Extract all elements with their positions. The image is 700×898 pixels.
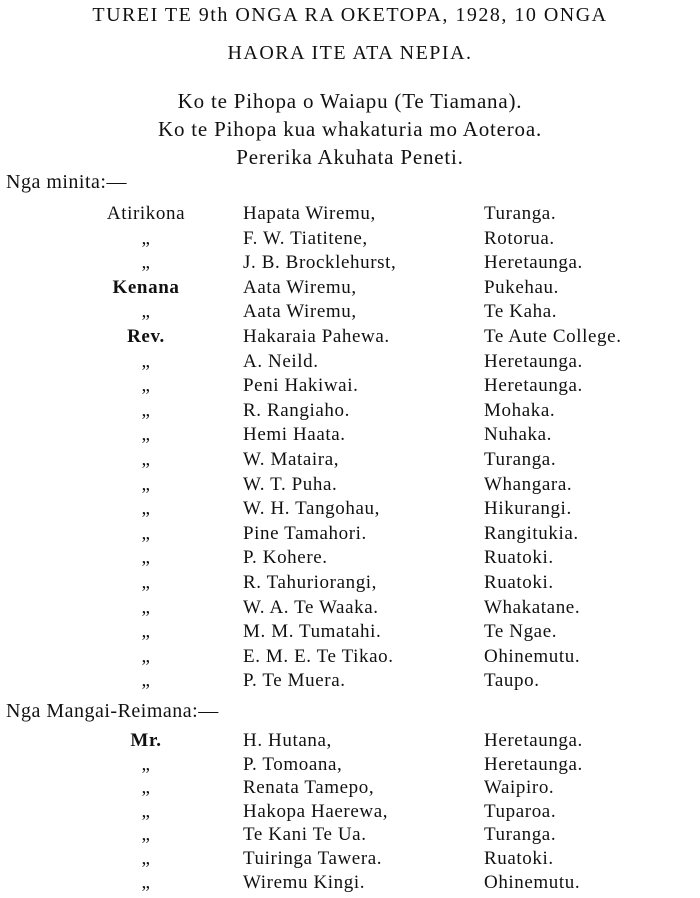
table-row [0,621,700,646]
row-name: F. W. Tiatitene, [243,227,368,249]
row-place: Nuhaka. [484,424,553,446]
row-place: Mohaka. [484,399,556,421]
row-name: Peni Hakiwai. [243,375,359,397]
row-place: Whakatane. [484,596,581,618]
row-name: Hapata Wiremu, [243,203,376,224]
row-place: Whangara. [484,473,573,495]
row-title: „ [141,350,151,372]
row-name: P. Kohere. [243,547,328,569]
row-place: Heretaunga. [484,350,583,372]
row-title: „ [141,227,151,249]
row-place: Heretaunga. [484,730,583,751]
row-place: Te Aute College. [484,326,622,347]
row-name: Te Kani Te Ua. [243,824,367,846]
ministers-heading: Nga minita:— [6,171,127,193]
row-title: Mr. [130,730,162,751]
row-title: „ [141,572,151,593]
table-row [0,848,700,873]
table-row [0,424,700,449]
row-place: Turanga. [484,449,557,470]
row-place: Heretaunga. [484,753,583,775]
row-name: Renata Tamepo, [243,777,375,799]
table-row [0,449,700,474]
row-place: Ohinemutu. [484,645,581,667]
table-row [0,351,700,376]
table-row [0,646,700,671]
row-name: P. Te Muera. [243,670,346,692]
row-title: „ [141,824,151,846]
row-place: Hikurangi. [484,498,572,520]
row-title: „ [141,777,151,799]
table-row [0,754,700,779]
row-place: Heretaunga. [484,252,583,274]
table-row [0,801,700,826]
row-title: Rev. [127,326,165,347]
row-place: Heretaunga. [484,375,583,397]
row-place: Ohinemutu. [484,871,581,893]
row-title: „ [141,473,151,495]
table-row [0,824,700,849]
row-name: R. Rangiaho. [243,399,350,421]
row-name: W. A. Te Waaka. [243,596,379,618]
row-title: „ [141,424,151,446]
row-name: Aata Wiremu, [243,301,357,323]
row-title: Atirikona [106,203,186,224]
row-place: Turanga. [484,824,557,846]
table-row [0,498,700,523]
row-name: Wiremu Kingi. [243,871,366,893]
bishop-line-3: Pererika Akuhata Peneti. [236,145,464,169]
row-title: „ [141,522,151,544]
laymen-heading: Nga Mangai-Reimana:— [6,700,219,722]
row-place: Ruatoki. [484,848,554,869]
row-place: Pukehau. [484,276,559,298]
row-name: W. Mataira, [243,449,340,470]
table-row [0,597,700,622]
table-row [0,252,700,277]
row-title: „ [141,871,151,893]
row-name: H. Hutana, [243,730,332,751]
row-title: „ [141,399,151,421]
header-line-1: TUREI TE 9th ONGA RA OKETOPA, 1928, 10 ONGA [92,4,608,26]
row-title: „ [141,498,151,520]
row-place: Rangitukia. [484,522,579,544]
header-line-2: HAORA ITE ATA NEPIA. [227,42,473,64]
table-row [0,375,700,400]
row-name: P. Tomoana, [243,753,343,775]
row-title: „ [141,301,151,323]
row-place: Waipiro. [484,777,555,799]
row-title: „ [141,375,151,397]
table-row [0,572,700,597]
row-title: „ [141,753,151,775]
row-title: „ [141,670,151,692]
bishop-line-1: Ko te Pihopa o Waiapu (Te Tiamana). [177,89,523,113]
table-row [0,301,700,326]
table-row [0,523,700,548]
table-row [0,730,700,755]
row-place: Turanga. [484,203,557,224]
table-row [0,474,700,499]
table-row [0,228,700,253]
table-row [0,872,700,897]
row-name: M. M. Tumatahi. [243,621,382,643]
table-row [0,547,700,572]
table-row [0,277,700,302]
row-place: Ruatoki. [484,572,554,593]
row-title: „ [141,800,151,822]
row-title: „ [141,252,151,274]
row-name: W. T. Puha. [243,473,338,495]
table-row [0,400,700,425]
row-name: Hakaraia Pahewa. [243,326,390,347]
table-row [0,326,700,351]
row-title: Kenana [112,276,180,298]
row-title: „ [141,449,151,470]
row-title: „ [141,848,151,869]
row-place: Te Ngae. [484,621,558,643]
bishop-line-2: Ko te Pihopa kua whakaturia mo Aoteroa. [157,117,543,141]
row-name: Aata Wiremu, [243,276,357,298]
row-place: Ruatoki. [484,547,554,569]
row-title: „ [141,596,151,618]
row-name: R. Tahuriorangi, [243,572,378,593]
row-place: Taupo. [484,670,540,692]
row-place: Te Kaha. [484,301,558,323]
row-name: J. B. Brocklehurst, [243,252,397,274]
row-name: W. H. Tangohau, [243,498,380,520]
row-place: Rotorua. [484,227,555,249]
row-name: Pine Tamahori. [243,522,367,544]
row-name: Hemi Haata. [243,424,346,446]
row-title: „ [141,621,151,643]
table-row [0,670,700,695]
row-title: „ [141,645,151,667]
table-row [0,203,700,228]
row-name: Tuiringa Tawera. [243,848,383,869]
row-place: Tuparoa. [484,800,557,822]
row-title: „ [141,547,151,569]
table-row [0,777,700,802]
row-name: A. Neild. [243,350,319,372]
row-name: E. M. E. Te Tikao. [243,645,394,667]
row-name: Hakopa Haerewa, [243,800,389,822]
